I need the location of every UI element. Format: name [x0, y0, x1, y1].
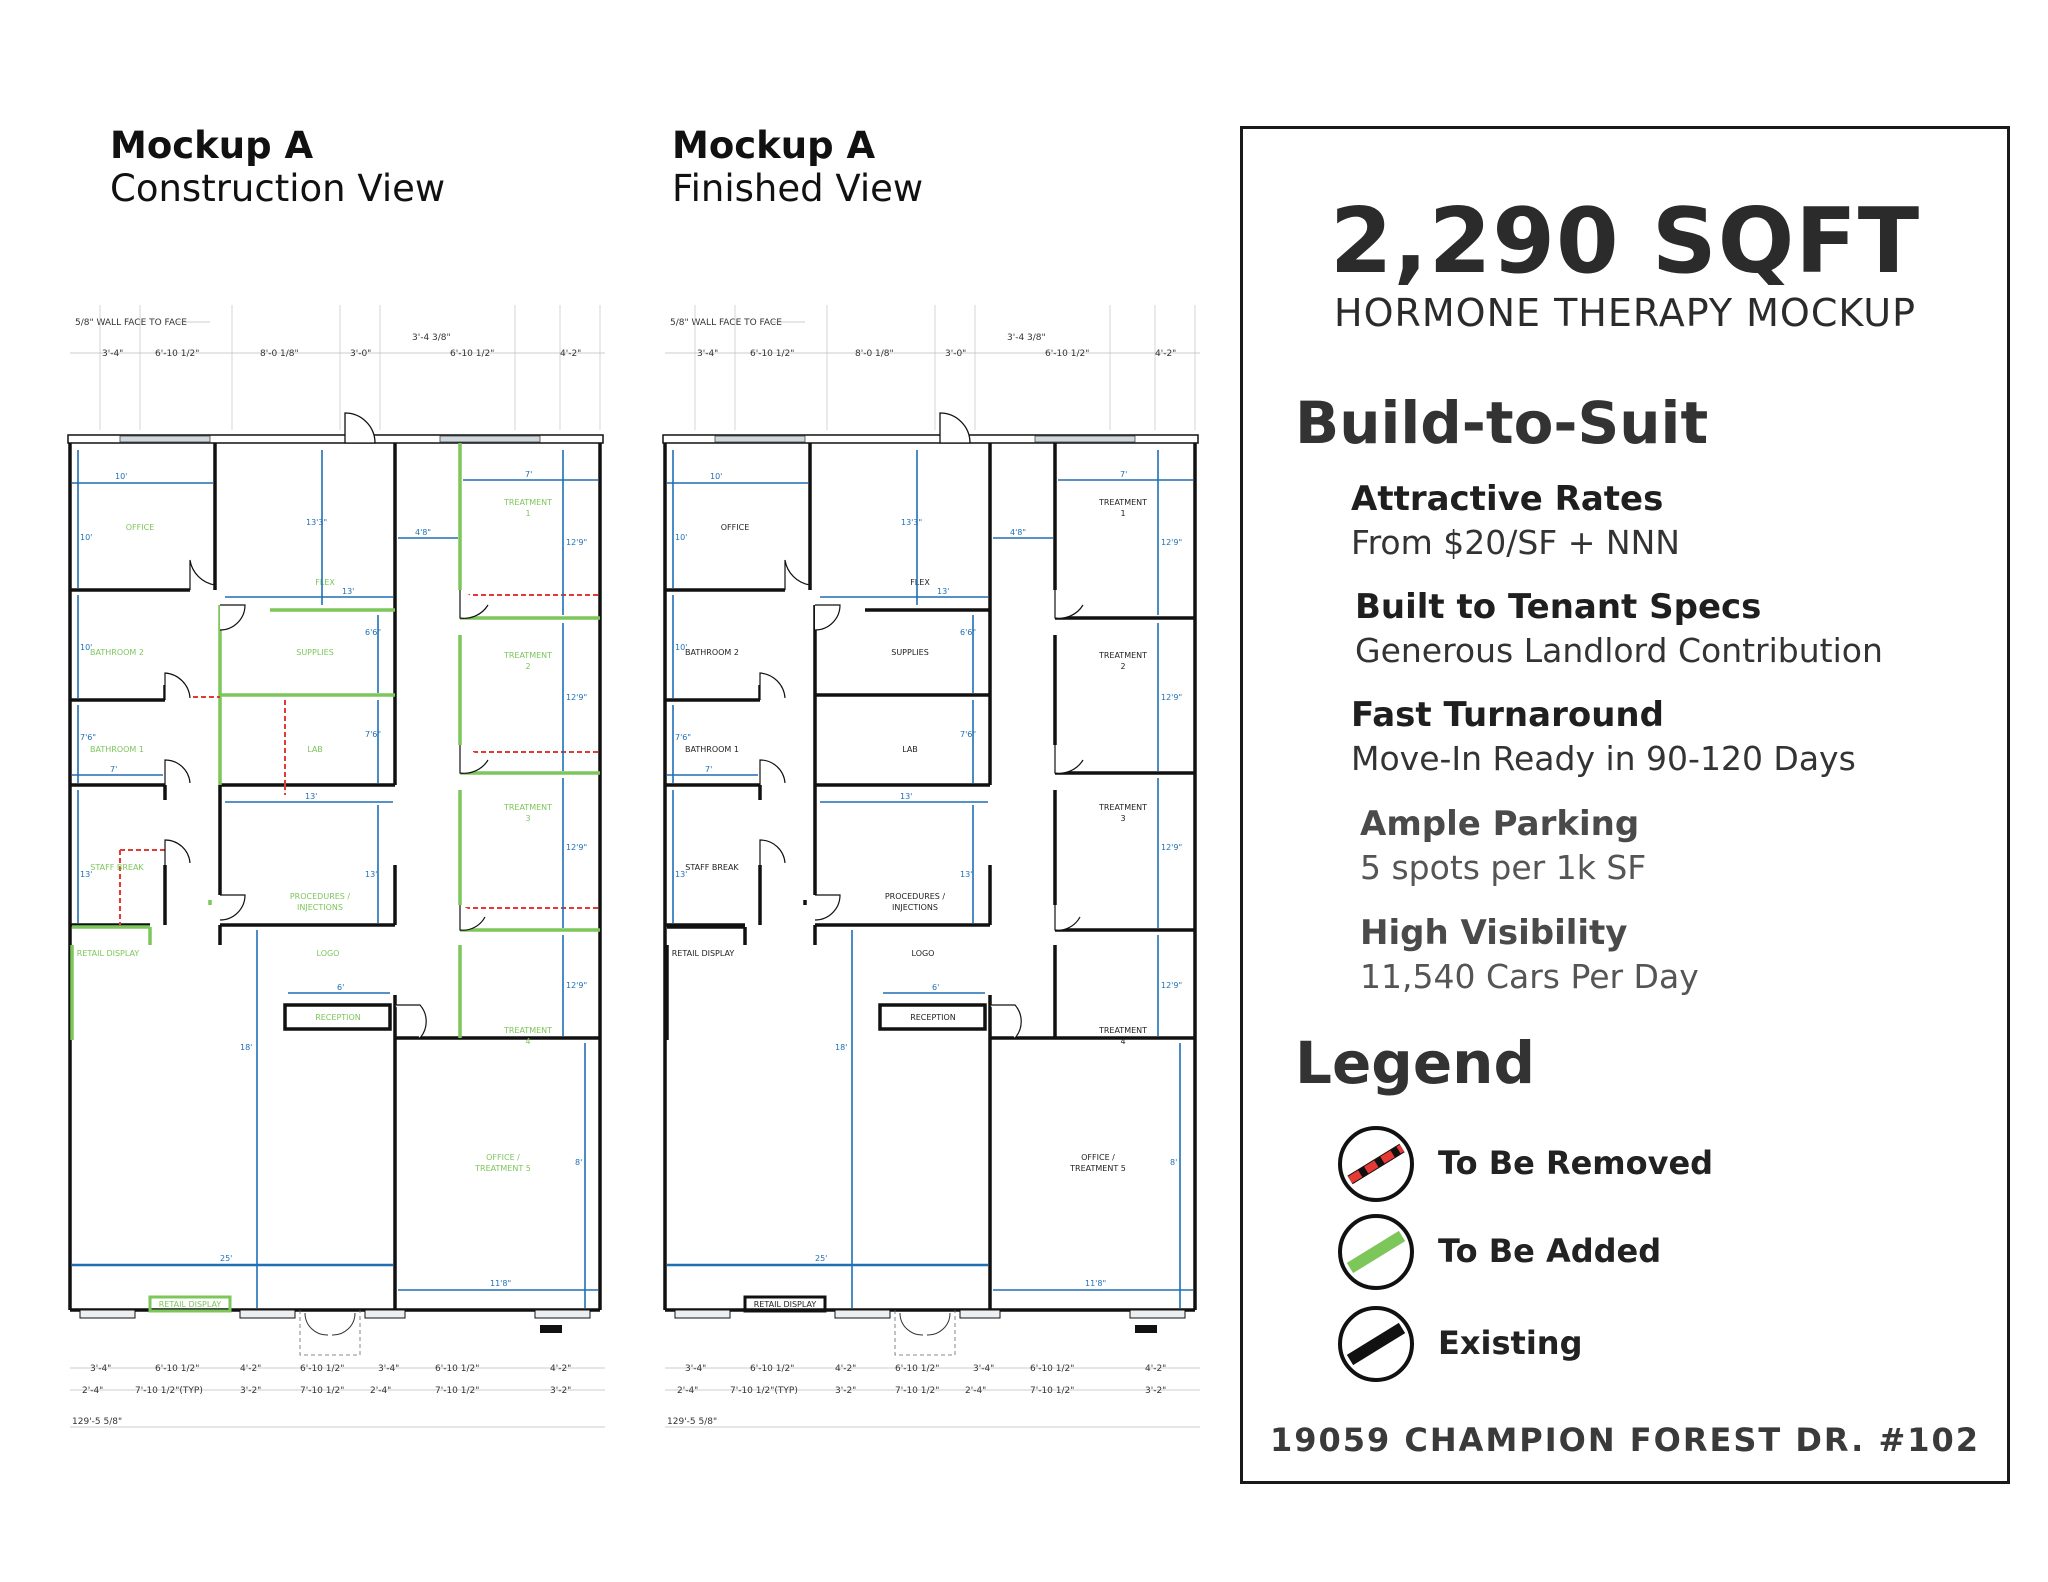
room-label: RETAIL DISPLAY	[158, 1300, 222, 1309]
floor-plan	[60, 305, 620, 1485]
room-label: OFFICE	[720, 523, 750, 532]
room-label: INJECTIONS	[892, 903, 938, 912]
room-label: 4	[1120, 1037, 1126, 1046]
room-label: RECEPTION	[910, 1013, 956, 1022]
room-label: BATHROOM 2	[90, 648, 144, 657]
bottom-dim: 7'-10 1/2"	[300, 1386, 345, 1396]
dim-label: 13'	[305, 792, 318, 801]
dim-label: 10'	[80, 643, 93, 652]
dim-label: 12'9"	[1161, 843, 1183, 852]
dim-label: 13'	[937, 587, 950, 596]
room-label: LAB	[902, 745, 918, 754]
room-label: SUPPLIES	[296, 648, 334, 657]
bottom-dim: 6'-10 1/2"	[895, 1364, 940, 1374]
dim-label: 7'	[705, 765, 713, 774]
dim-label: 10'	[710, 472, 723, 481]
dim-label: 13'	[675, 870, 688, 879]
bottom-dim: 4'-2"	[835, 1364, 857, 1374]
bottom-dim: 3'-2"	[240, 1386, 262, 1396]
mockup-view-label: Finished View	[672, 166, 924, 210]
legend-title: Legend	[1295, 1029, 1535, 1097]
bottom-dim: 2'-4"	[370, 1386, 392, 1396]
top-extra-dim: 3'-4 3/8"	[1007, 333, 1046, 343]
top-extra-dim: 3'-4 3/8"	[412, 333, 451, 343]
room-label: BATHROOM 1	[90, 745, 144, 754]
room-labels	[672, 498, 1147, 1311]
added-walls-extra	[667, 900, 805, 1040]
mockup-title: Mockup A	[110, 124, 314, 167]
bottom-dim: 7'-10 1/2"	[895, 1386, 940, 1396]
bottom-dim: 6'-10 1/2"	[300, 1364, 345, 1374]
room-label: OFFICE	[125, 523, 155, 532]
meter-block	[1135, 1325, 1157, 1333]
bottom-dim: 4'-2"	[1145, 1364, 1167, 1374]
dim-label: 13'	[900, 792, 913, 801]
room-label: BATHROOM 2	[685, 648, 739, 657]
dim-label: 7'6"	[365, 730, 382, 739]
square-footage: 2,290 SQFT	[1329, 189, 1921, 294]
top-dim: 6'-10 1/2"	[155, 349, 200, 359]
feature-parking	[1360, 804, 1646, 887]
room-label: RETAIL DISPLAY	[753, 1300, 817, 1309]
dim-label: 4'8"	[1010, 528, 1027, 537]
top-dim: 6'-10 1/2"	[1045, 349, 1090, 359]
room-label: TREATMENT 5	[1070, 1164, 1126, 1173]
dim-label: 11'8"	[1085, 1279, 1107, 1288]
bottom-dim: 4'-2"	[550, 1364, 572, 1374]
bottom-dim: 6'-10 1/2"	[435, 1364, 480, 1374]
room-label: RETAIL DISPLAY	[671, 949, 735, 958]
room-label: 2	[1120, 662, 1126, 671]
feature-desc: 5 spots per 1k SF	[1360, 848, 1647, 887]
room-label: TREATMENT	[1098, 498, 1148, 507]
dim-label: 11'8"	[490, 1279, 512, 1288]
overall-dim: 129'-5 5/8"	[667, 1417, 718, 1427]
top-dim: 6'-10 1/2"	[450, 349, 495, 359]
feature-desc: 11,540 Cars Per Day	[1360, 957, 1699, 996]
bottom-dim: 2'-4"	[82, 1386, 104, 1396]
window	[715, 436, 805, 442]
dashed-red-wall-icon	[1336, 1124, 1416, 1204]
entry-door	[345, 413, 375, 443]
vestibule	[895, 1310, 955, 1355]
top-dim: 3'-0"	[945, 349, 967, 359]
mockup-a-finished-heading	[672, 125, 923, 210]
legend-label: Existing	[1438, 1324, 1583, 1362]
dim-label: 6'6"	[960, 628, 977, 637]
bottom-dim: 7'-10 1/2"(TYP)	[730, 1386, 798, 1396]
room-label: BATHROOM 1	[685, 745, 739, 754]
dim-label: 13'	[365, 870, 378, 879]
dim-label: 13'3"	[901, 518, 923, 527]
wall-note: 5/8" WALL FACE TO FACE	[670, 318, 782, 328]
room-label: STAFF BREAK	[90, 863, 144, 872]
bottom-dim: 7'-10 1/2"(TYP)	[135, 1386, 203, 1396]
dim-label: 10'	[675, 533, 688, 542]
added-walls	[220, 443, 600, 1038]
dim-label: 12'9"	[1161, 693, 1183, 702]
top-dim: 4'-2"	[560, 349, 582, 359]
dim-label: 7'	[110, 765, 118, 774]
dim-label: 13'	[960, 870, 973, 879]
mockup-a-construction-heading	[110, 125, 445, 210]
dim-label: 25'	[815, 1254, 828, 1263]
legend-label: To Be Removed	[1438, 1144, 1714, 1182]
vestibule	[300, 1310, 360, 1355]
room-label: 2	[525, 662, 531, 671]
bottom-dim: 6'-10 1/2"	[750, 1364, 795, 1374]
room-label: 1	[1120, 509, 1126, 518]
window	[120, 436, 210, 442]
room-label: RETAIL DISPLAY	[76, 949, 140, 958]
dim-label: 13'	[342, 587, 355, 596]
dim-label: 18'	[240, 1043, 253, 1052]
dim-label: 7'6"	[80, 733, 97, 742]
dim-label: 6'	[932, 983, 940, 992]
feature-desc: From $20/SF + NNN	[1351, 523, 1680, 562]
room-label: PROCEDURES /	[884, 892, 946, 901]
removed-walls	[120, 595, 600, 925]
window	[1035, 436, 1135, 442]
room-label: FLEX	[315, 578, 335, 587]
dim-label: 13'	[80, 870, 93, 879]
room-label: STAFF BREAK	[685, 863, 739, 872]
bottom-dim: 6'-10 1/2"	[155, 1364, 200, 1374]
dim-label: 7'6"	[675, 733, 692, 742]
mockup-view-label: Construction View	[110, 166, 446, 210]
doors	[165, 560, 488, 1038]
added-walls	[815, 443, 1195, 1038]
room-label: 1	[525, 509, 531, 518]
bottom-dim: 2'-4"	[965, 1386, 987, 1396]
dim-label: 12'9"	[1161, 538, 1183, 547]
bottom-dim: 7'-10 1/2"	[1030, 1386, 1075, 1396]
dim-label: 8'	[1170, 1158, 1178, 1167]
bottom-dim: 7'-10 1/2"	[435, 1386, 480, 1396]
window	[440, 436, 540, 442]
dim-label: 7'	[1120, 470, 1128, 479]
dim-label: 6'	[337, 983, 345, 992]
feature-visibility	[1360, 913, 1699, 996]
dimension-arrows	[72, 450, 598, 1308]
build-to-suit-title: Build-to-Suit	[1295, 389, 1709, 457]
room-label: 4	[525, 1037, 531, 1046]
bottom-dim: 3'-2"	[550, 1386, 572, 1396]
entry-double-door	[305, 1313, 355, 1335]
dim-label: 12'9"	[566, 843, 588, 852]
dim-label: 10'	[115, 472, 128, 481]
room-label: RECEPTION	[315, 1013, 361, 1022]
room-label: FLEX	[910, 578, 930, 587]
top-dim: 3'-4"	[697, 349, 719, 359]
room-label: TREATMENT	[1098, 803, 1148, 812]
room-label: 3	[1120, 814, 1126, 823]
bottom-dim: 3'-4"	[90, 1364, 112, 1374]
legend-label: To Be Added	[1438, 1232, 1662, 1270]
room-label: TREATMENT	[503, 1026, 553, 1035]
room-label: TREATMENT	[503, 498, 553, 507]
bottom-dim: 4'-2"	[240, 1364, 262, 1374]
dim-label: 8'	[575, 1158, 583, 1167]
dim-label: 25'	[220, 1254, 233, 1263]
dim-label: 6'6"	[365, 628, 382, 637]
dimension-arrows	[667, 450, 1193, 1308]
room-label: TREATMENT 5	[475, 1164, 531, 1173]
wall-note: 5/8" WALL FACE TO FACE	[75, 318, 187, 328]
doors	[760, 560, 1083, 1038]
existing-walls	[70, 443, 600, 1310]
dim-label: 12'9"	[1161, 981, 1183, 990]
feature-title: Ample Parking	[1360, 804, 1640, 844]
overall-dim: 129'-5 5/8"	[72, 1417, 123, 1427]
feature-turnaround	[1351, 695, 1856, 778]
entry-door	[940, 413, 970, 443]
dim-label: 7'6"	[960, 730, 977, 739]
feature-title: Attractive Rates	[1351, 479, 1664, 519]
mockup-subtitle: HORMONE THERAPY MOCKUP	[1334, 291, 1916, 335]
dim-label: 12'9"	[566, 981, 588, 990]
dim-label: 4'8"	[415, 528, 432, 537]
top-dim: 3'-0"	[350, 349, 372, 359]
room-label: TREATMENT	[503, 803, 553, 812]
green-wall-icon	[1336, 1212, 1416, 1292]
room-label: 3	[525, 814, 531, 823]
room-label: INJECTIONS	[297, 903, 343, 912]
room-label: SUPPLIES	[891, 648, 929, 657]
mockup-title: Mockup A	[672, 124, 876, 167]
feature-desc: Move-In Ready in 90-120 Days	[1351, 739, 1856, 778]
room-label: LAB	[307, 745, 323, 754]
black-wall-icon	[1336, 1304, 1416, 1384]
dim-label: 7'	[525, 470, 533, 479]
property-address: 19059 CHAMPION FOREST DR. #102	[1269, 1421, 1981, 1459]
floor-plan	[655, 305, 1215, 1485]
entry-double-door	[900, 1313, 950, 1335]
bottom-dim: 3'-4"	[973, 1364, 995, 1374]
feature-title: Fast Turnaround	[1351, 695, 1664, 735]
dim-label: 10'	[675, 643, 688, 652]
construction-view-plan	[60, 305, 620, 1489]
room-label: LOGO	[911, 949, 935, 958]
dim-label: 12'9"	[566, 693, 588, 702]
info-panel	[1240, 126, 2010, 1484]
feature-title: Built to Tenant Specs	[1355, 587, 1762, 627]
room-label: LOGO	[316, 949, 340, 958]
feature-desc: Generous Landlord Contribution	[1355, 631, 1883, 670]
room-label: TREATMENT	[503, 651, 553, 660]
top-dim: 4'-2"	[1155, 349, 1177, 359]
feature-title: High Visibility	[1360, 913, 1628, 953]
meter-block	[540, 1325, 562, 1333]
bottom-dim: 3'-4"	[685, 1364, 707, 1374]
existing-walls	[665, 443, 1195, 1310]
bottom-dim: 3'-2"	[1145, 1386, 1167, 1396]
dim-label: 10'	[80, 533, 93, 542]
top-dim: 6'-10 1/2"	[750, 349, 795, 359]
top-dim: 8'-0 1/8"	[855, 349, 894, 359]
bottom-dim: 6'-10 1/2"	[1030, 1364, 1075, 1374]
top-dim: 8'-0 1/8"	[260, 349, 299, 359]
room-label: OFFICE /	[486, 1153, 520, 1162]
room-label: TREATMENT	[1098, 651, 1148, 660]
dim-label: 13'3"	[306, 518, 328, 527]
added-walls-extra	[72, 900, 210, 1040]
bottom-dim: 3'-2"	[835, 1386, 857, 1396]
feature-rates	[1351, 479, 1680, 562]
room-label: PROCEDURES /	[289, 892, 351, 901]
dim-label: 18'	[835, 1043, 848, 1052]
room-label: TREATMENT	[1098, 1026, 1148, 1035]
dim-label: 12'9"	[566, 538, 588, 547]
finished-view-plan	[655, 305, 1215, 1489]
top-dim: 3'-4"	[102, 349, 124, 359]
bottom-dim: 2'-4"	[677, 1386, 699, 1396]
room-label: OFFICE /	[1081, 1153, 1115, 1162]
bottom-dim: 3'-4"	[378, 1364, 400, 1374]
feature-tenant-specs	[1355, 587, 1883, 670]
room-labels	[77, 498, 552, 1311]
